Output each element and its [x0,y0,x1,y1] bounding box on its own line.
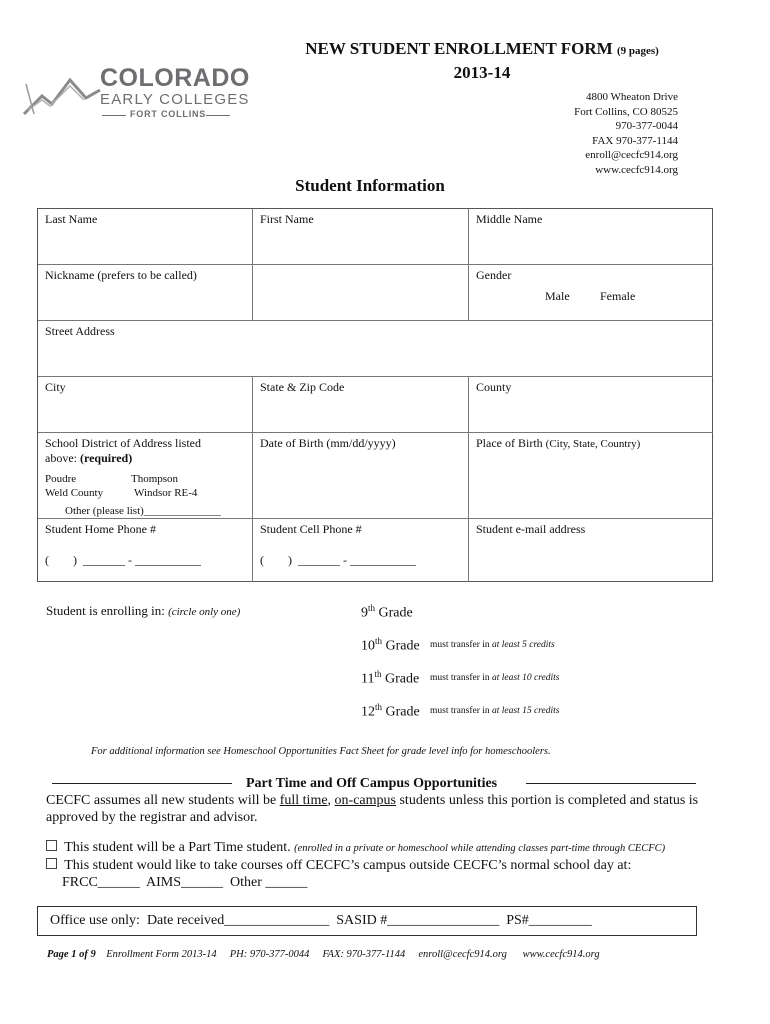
page-footer [47,949,600,960]
home-phone-label: Student Home Phone # [45,522,156,536]
note-prefix: must transfer in [430,640,493,650]
enrolling-label [46,603,240,619]
place-of-birth-label: Place of Birth [476,436,543,450]
option-label: This student will be a Part Time student. [64,840,291,855]
form-year: 2013-14 [453,63,511,82]
grade-11-note [430,673,559,683]
address-city: Fort Collins, CO 80525 [574,105,678,118]
cell-phone-label: Student Cell Phone # [260,522,362,536]
note-credits: at least 10 credits [492,673,560,683]
nickname-field[interactable]: Nickname (prefers to be called) [45,268,197,282]
state-zip-field[interactable]: State & Zip Code [260,380,345,394]
address-fax: FAX 970-377-1144 [592,134,678,147]
office-use-text: Office use only: Date received_______________ SASID #________________ PS#_________ [50,913,592,928]
part-time-heading: Part Time and Off Campus Opportunities [246,776,498,791]
intro-text: approved by the registrar and advisor. [46,810,258,825]
school-district-label [45,436,201,466]
enrolling-note: (circle only one) [168,606,241,618]
school-address [574,90,678,177]
city-field[interactable]: City [45,380,66,394]
student-info-table [37,208,713,582]
grade-word: Grade [375,605,413,621]
email-field[interactable]: Student e-mail address [476,522,586,536]
intro-on-campus: on-campus [334,793,396,808]
footer-contact: Enrollment Form 2013-14 PH: 970-377-0044 FAX: 970-377-1144 enroll@cecfc914.org www.cecfc914.org [95,949,600,960]
grade-suffix: th [368,603,376,613]
mountain-logo-icon [22,70,102,120]
section-title: Student Information [295,176,445,195]
grade-option-12[interactable] [361,702,420,721]
grade-num: 12 [361,704,375,720]
grade-option-11[interactable] [361,669,419,688]
grade-suffix: th [375,636,383,646]
grade-suffix: th [374,669,382,679]
address-email: enroll@cecfc914.org [585,149,678,161]
checkbox-icon[interactable] [46,858,57,869]
off-campus-option[interactable] [46,857,631,874]
enrolling-text: Student is enrolling in: [46,603,169,618]
col-divider [252,209,253,320]
intro-text: CECFC assumes all new students will be [46,793,280,808]
row-divider [38,264,713,265]
note-prefix: must transfer in [430,706,493,716]
col-divider [468,376,469,582]
gender-female-option[interactable]: Female [600,289,636,303]
part-time-option[interactable] [46,839,665,857]
gender-male-option[interactable]: Male [545,289,570,303]
grade-10-note [430,640,555,650]
intro-comma: , [327,793,335,808]
district-option-thompson[interactable]: Thompson [131,473,179,485]
logo-text-early-colleges: EARLY COLLEGES [100,91,250,108]
last-name-field[interactable]: Last Name [45,212,98,226]
grade-12-note [430,706,559,716]
address-phone: 970-377-0044 [615,120,678,132]
form-title-text: NEW STUDENT ENROLLMENT FORM [305,39,613,58]
row-divider [38,320,713,321]
required-marker: (required) [80,451,133,465]
option-note: (enrolled in a private or homeschool while attending classes part-time through CECFC) [294,843,666,854]
option-label: This student would like to take courses off CECFC’s campus outside CECFC’s normal school day at: [64,858,632,873]
logo-divider-right [206,115,230,116]
note-credits: at least 5 credits [492,640,555,650]
grade-num: 10 [361,638,375,654]
grade-word: Grade [382,638,420,654]
grade-suffix: th [375,702,383,712]
district-label-line2: above: [45,451,80,465]
logo-text-fort-collins: FORT COLLINS [130,109,207,119]
gender-label: Gender [476,268,512,282]
form-page-count: (9 pages) [616,45,659,57]
district-option-poudre[interactable]: Poudre [45,473,77,485]
heading-rule-left [52,783,232,784]
place-of-birth-note: (City, State, Country) [545,438,641,450]
homeschool-note: For additional information see Homeschool Opportunities Fact Sheet for grade level info for homeschoolers. [91,746,551,757]
logo-text-colorado: COLORADO [100,64,250,92]
row-divider [38,376,713,377]
home-phone-field[interactable]: ( ) _______ - ___________ [45,553,201,567]
off-campus-locations[interactable]: FRCC______ AIMS______ Other ______ [62,875,308,890]
note-credits: at least 15 credits [492,706,560,716]
street-address-field[interactable]: Street Address [45,324,115,338]
note-prefix: must transfer in [430,673,493,683]
first-name-field[interactable]: First Name [260,212,314,226]
logo-divider-left [102,115,126,116]
district-option-weld[interactable]: Weld County [45,487,104,499]
office-use-box [37,906,697,936]
checkbox-icon[interactable] [46,840,57,851]
part-time-intro [46,792,706,826]
district-option-other[interactable]: Other (please list)______________ [65,505,221,517]
grade-word: Grade [382,704,420,720]
col-divider [252,376,253,582]
county-field[interactable]: County [476,380,512,394]
form-title [262,38,702,84]
address-website: www.cecfc914.org [595,163,678,176]
grade-option-10[interactable] [361,636,420,655]
date-of-birth-field[interactable]: Date of Birth (mm/dd/yyyy) [260,436,396,450]
grade-num: 9 [361,605,368,621]
district-option-windsor[interactable]: Windsor RE-4 [134,487,198,499]
intro-full-time: full time [279,793,328,808]
district-label-line1: School District of Address listed [45,436,201,450]
grade-option-9[interactable] [361,603,413,622]
school-logo [22,66,262,130]
cell-phone-field[interactable]: ( ) _______ - ___________ [260,553,416,567]
grade-num: 11 [361,671,375,687]
grade-word: Grade [381,671,420,687]
intro-text: students unless this portion is completed and status is [395,793,699,808]
heading-rule-right [526,783,696,784]
footer-page-number: Page 1 of 9 [47,949,96,960]
middle-name-field[interactable]: Middle Name [476,212,543,226]
place-of-birth-field[interactable] [476,436,640,452]
row-divider [38,432,713,433]
address-street: 4800 Wheaton Drive [585,91,678,103]
col-divider [468,209,469,320]
